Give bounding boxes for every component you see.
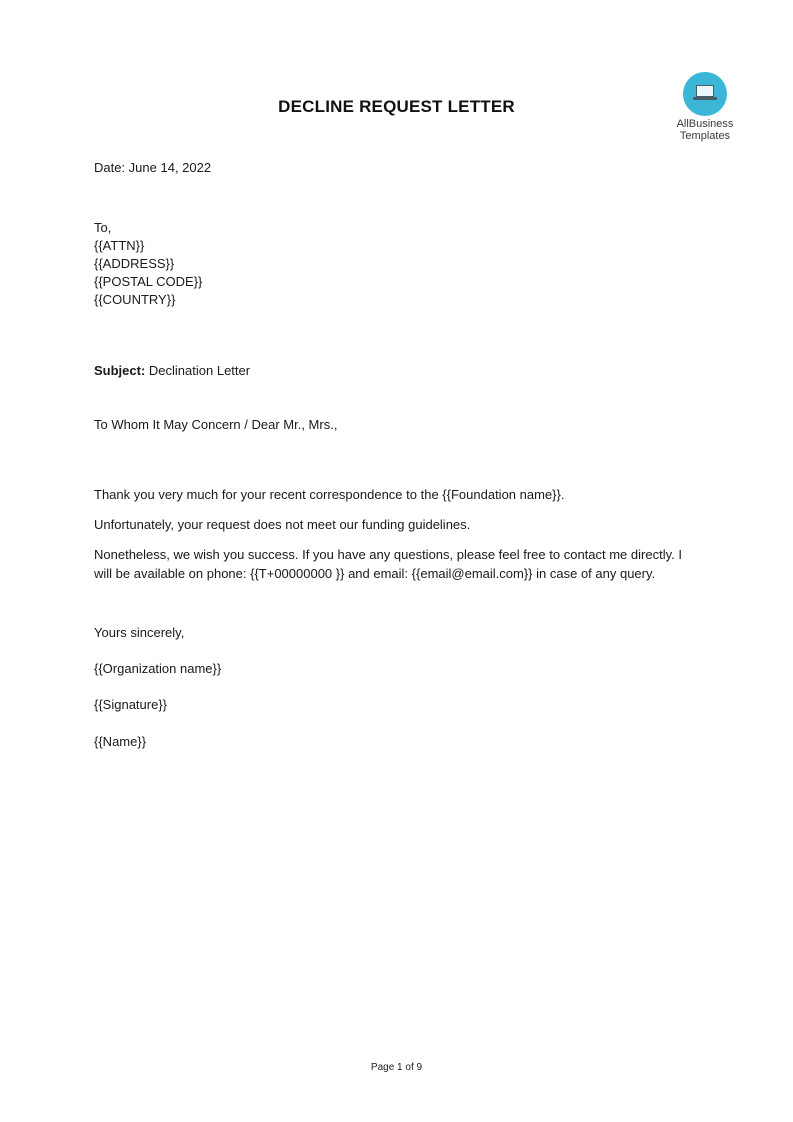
closing-sign-off: Yours sincerely, [94,625,185,640]
closing-organization: {{Organization name}} [94,661,222,676]
subject-text: Declination Letter [145,363,251,378]
closing-signature: {{Signature}} [94,697,168,712]
subject-line [94,362,250,380]
body-paragraph-1: Thank you very much for your recent correspondence to the {{Foundation name}}. [94,487,565,502]
recipient-attn: {{ATTN}} [94,238,145,253]
recipient-to: To, [94,220,112,235]
salutation: To Whom It May Concern / Dear Mr., Mrs., [94,417,338,432]
letter-date: Date: June 14, 2022 [94,160,212,175]
page-number: Page 1 of 9 [370,1062,423,1073]
recipient-address: {{ADDRESS}} [94,256,175,271]
closing-name: {{Name}} [94,734,147,749]
recipient-country: {{COUNTRY}} [94,292,176,307]
body-paragraph-3: Nonetheless, we wish you success. If you have any questions, please feel free to contact me directly. I will be available on phone: {{T+00000000 }} and email: {{email@email.com}} in case of any query. [94,547,682,581]
body-paragraph-2: Unfortunately, your request does not meet our funding guidelines. [94,517,471,532]
document-title: DECLINE REQUEST LETTER [278,97,515,116]
logo-text: AllBusiness Templates [676,118,734,142]
subject-label: Subject: [94,363,146,378]
recipient-postal-code: {{POSTAL CODE}} [94,274,203,289]
